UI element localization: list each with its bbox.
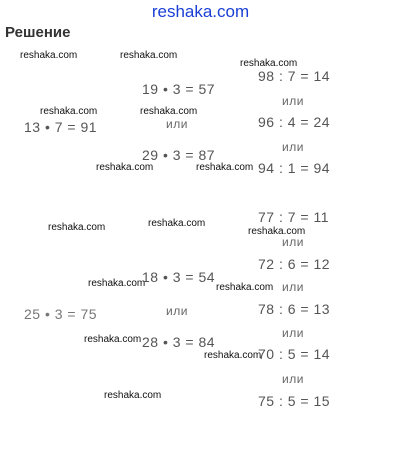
watermark: reshaka.com: [96, 162, 154, 173]
watermark: reshaka.com: [204, 350, 262, 361]
watermark: reshaka.com: [88, 278, 146, 289]
separator-ili: или: [166, 304, 188, 318]
equation: 94 : 1 = 94: [258, 160, 331, 176]
separator-ili: или: [166, 117, 188, 131]
watermark: reshaka.com: [40, 106, 98, 117]
separator-ili: или: [282, 235, 304, 249]
watermark: reshaka.com: [196, 162, 254, 173]
equation: 19 • 3 = 57: [142, 81, 216, 97]
equation: 29 • 3 = 87: [142, 147, 216, 163]
equation: 77 : 7 = 11: [258, 209, 330, 225]
separator-ili: или: [282, 140, 304, 154]
equation: 70 : 5 = 14: [258, 346, 331, 362]
watermark: reshaka.com: [120, 50, 178, 61]
watermark: reshaka.com: [48, 222, 106, 233]
equation: 75 : 5 = 15: [258, 393, 331, 409]
site-title: reshaka.com: [151, 2, 250, 21]
page-heading: Решение: [5, 24, 71, 41]
equation: 98 : 7 = 14: [258, 68, 331, 84]
watermark: reshaka.com: [216, 282, 274, 293]
separator-ili: или: [282, 372, 304, 386]
separator-ili: или: [282, 94, 304, 108]
watermark: reshaka.com: [148, 218, 206, 229]
equation: 28 • 3 = 84: [142, 334, 216, 350]
separator-ili: или: [282, 280, 304, 294]
equation: 13 • 7 = 91: [24, 119, 98, 135]
equation: 18 • 3 = 54: [142, 269, 216, 285]
watermark: reshaka.com: [248, 226, 306, 237]
equation: 72 : 6 = 12: [258, 256, 331, 272]
watermark: reshaka.com: [84, 334, 142, 345]
watermark: reshaka.com: [104, 390, 162, 401]
watermark: reshaka.com: [240, 58, 298, 69]
separator-ili: или: [282, 326, 304, 340]
equation: 25 • 3 = 75: [24, 306, 98, 322]
watermark: reshaka.com: [20, 50, 78, 61]
watermark: reshaka.com: [140, 106, 198, 117]
equation: 78 : 6 = 13: [258, 301, 331, 317]
equation: 96 : 4 = 24: [258, 114, 331, 130]
